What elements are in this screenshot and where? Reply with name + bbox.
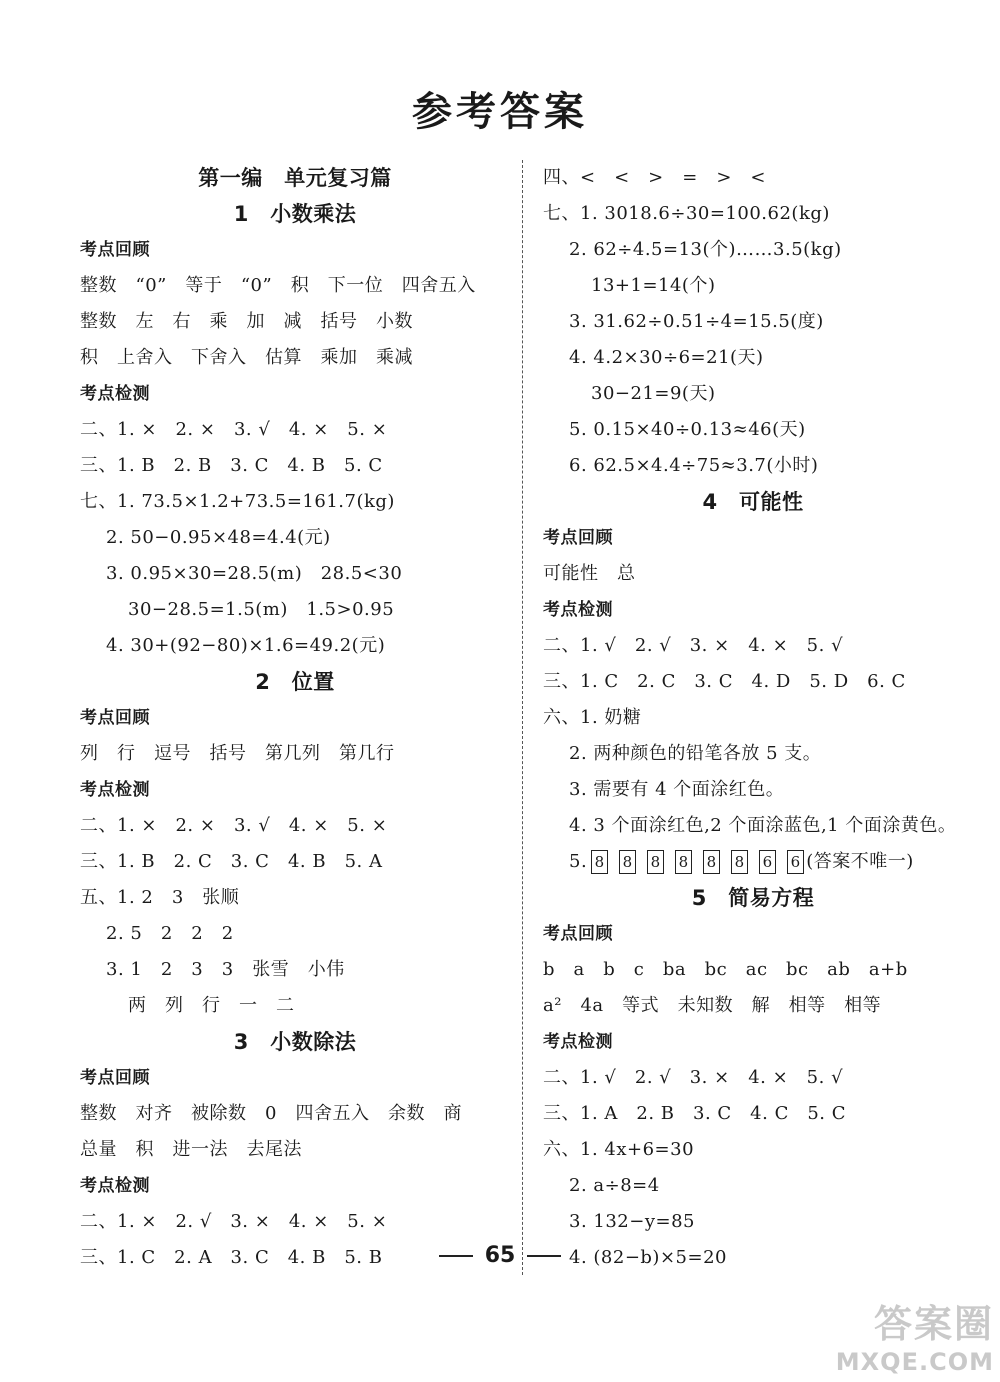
- answer-line: [80, 304, 510, 340]
- subsection-label: [543, 916, 963, 952]
- line-text: 2. 50−0.95×48=4.4(元): [106, 527, 331, 548]
- digit-box: 8: [703, 850, 720, 874]
- digit-box: 8: [675, 850, 692, 874]
- answer-line: [543, 700, 963, 736]
- line-text: a² 4a 等式 未知数 解 相等 相等: [543, 995, 882, 1016]
- digit-box: 6: [787, 850, 804, 874]
- line-text: 考点检测: [543, 600, 613, 620]
- line-text: 6. 62.5×4.4÷75≈3.7(小时): [569, 455, 819, 476]
- line-text: 4. 4.2×30÷6=21(天): [569, 347, 764, 368]
- line-text: 5 简易方程: [691, 886, 815, 910]
- answer-line: [80, 340, 510, 376]
- line-text: b a b c ba bc ac bc ab a+b: [543, 959, 908, 980]
- answer-line: [80, 952, 510, 988]
- line-text: 六、1. 奶糖: [543, 707, 642, 728]
- answer-line: [543, 1060, 963, 1096]
- answer-line: [543, 376, 963, 412]
- subsection-label: [543, 520, 963, 556]
- answer-line: [80, 988, 510, 1024]
- right-column: [543, 160, 963, 1276]
- section-heading: [543, 880, 963, 916]
- answer-line: [543, 1168, 963, 1204]
- line-text: 3. 31.62÷0.51÷4=15.5(度): [569, 311, 824, 332]
- line-text: 两 列 行 一 二: [128, 995, 295, 1016]
- subsection-label: [80, 772, 510, 808]
- line-text: 3. 1 2 3 3 张雪 小伟: [106, 959, 345, 980]
- watermark-line2: MXQE.COM: [835, 1348, 994, 1376]
- subsection-label: [80, 376, 510, 412]
- answer-line: [543, 556, 963, 592]
- answer-note: (答案不唯一): [806, 851, 914, 872]
- line-text: 5. 0.15×40÷0.13≈46(天): [569, 419, 806, 440]
- line-text: 四、< < > = > <: [543, 167, 766, 188]
- answer-line: [80, 916, 510, 952]
- answer-line: [80, 844, 510, 880]
- answer-line: [543, 412, 963, 448]
- answer-line: [80, 520, 510, 556]
- answer-line: [80, 808, 510, 844]
- answer-line: [80, 628, 510, 664]
- line-text: 三、1. C 2. C 3. C 4. D 5. D 6. C: [543, 671, 906, 692]
- line-text: 二、1. √ 2. √ 3. × 4. × 5. √: [543, 1067, 844, 1088]
- line-text: 3 小数除法: [233, 1030, 357, 1054]
- answer-line: [543, 988, 963, 1024]
- section-heading: [80, 664, 510, 700]
- line-text: 5.: [569, 851, 588, 872]
- line-text: 2. 两种颜色的铅笔各放 5 支。: [569, 743, 822, 764]
- line-text: 整数 “0” 等于 “0” 积 下一位 四舍五入: [80, 275, 476, 296]
- line-text: 3. 0.95×30=28.5(m) 28.5<30: [106, 563, 403, 584]
- digit-box: 8: [619, 850, 636, 874]
- line-text: 七、1. 73.5×1.2+73.5=161.7(kg): [80, 491, 395, 512]
- line-text: 4. 30+(92−80)×1.6=49.2(元): [106, 635, 386, 656]
- line-text: 七、1. 3018.6÷30=100.62(kg): [543, 203, 830, 224]
- digit-box: 8: [591, 850, 608, 874]
- answer-line: [543, 844, 963, 880]
- line-text: 三、1. B 2. B 3. C 4. B 5. C: [80, 455, 383, 476]
- page-number-footer: [0, 1243, 1000, 1268]
- answer-line: [543, 448, 963, 484]
- answer-line: [543, 196, 963, 232]
- line-text: 考点检测: [80, 384, 150, 404]
- answer-line: [80, 592, 510, 628]
- answer-line: [80, 448, 510, 484]
- line-text: 2. 62÷4.5=13(个)……3.5(kg): [569, 239, 842, 260]
- answer-line: [543, 628, 963, 664]
- digit-box: 8: [731, 850, 748, 874]
- watermark-line1: 答案圈: [873, 1302, 994, 1346]
- answer-line: [543, 1204, 963, 1240]
- line-text: 第一编 单元复习篇: [198, 166, 392, 190]
- answer-line: [80, 736, 510, 772]
- line-text: 三、1. A 2. B 3. C 4. C 5. C: [543, 1103, 847, 1124]
- line-text: 13+1=14(个): [591, 275, 716, 296]
- subsection-label: [543, 592, 963, 628]
- footer-dash-left: [439, 1255, 473, 1257]
- line-text: 三、1. C 2. A 3. C 4. B 5. B: [80, 1247, 383, 1268]
- line-text: 积 上舍入 下舍入 估算 乘加 乘减: [80, 347, 413, 368]
- line-text: 可能性 总: [543, 563, 636, 584]
- answer-line: [543, 736, 963, 772]
- page-number: 65: [484, 1243, 516, 1268]
- digit-box: 8: [647, 850, 664, 874]
- line-text: 4 可能性: [702, 490, 804, 514]
- subsection-label: [80, 232, 510, 268]
- page-title: 参考答案: [412, 89, 588, 135]
- answer-line: [543, 664, 963, 700]
- line-text: 考点检测: [543, 1032, 613, 1052]
- line-text: 4. (82−b)×5=20: [569, 1247, 727, 1268]
- answer-line: [80, 880, 510, 916]
- answer-line: [543, 268, 963, 304]
- line-text: 2 位置: [255, 670, 335, 694]
- line-text: 30−28.5=1.5(m) 1.5>0.95: [128, 599, 395, 620]
- answer-line: [543, 1132, 963, 1168]
- answer-line: [80, 1204, 510, 1240]
- line-text: 二、1. √ 2. √ 3. × 4. × 5. √: [543, 635, 844, 656]
- line-text: 考点回顾: [543, 528, 613, 548]
- answer-line: [80, 268, 510, 304]
- line-text: 30−21=9(天): [591, 383, 716, 404]
- subsection-label: [80, 700, 510, 736]
- answer-line: [543, 808, 963, 844]
- line-text: 二、1. × 2. × 3. √ 4. × 5. ×: [80, 815, 388, 836]
- watermark-logo: [836, 1293, 994, 1376]
- column-divider: [522, 160, 523, 1275]
- section-heading: [543, 484, 963, 520]
- left-column: [80, 160, 510, 1276]
- line-text: 二、1. × 2. × 3. √ 4. × 5. ×: [80, 419, 388, 440]
- digit-box-group: [591, 850, 804, 874]
- section-heading: [80, 196, 510, 232]
- line-text: 考点回顾: [80, 708, 150, 728]
- subsection-label: [80, 1168, 510, 1204]
- line-text: 1 小数乘法: [233, 202, 357, 226]
- line-text: 五、1. 2 3 张顺: [80, 887, 240, 908]
- line-text: 总量 积 进一法 去尾法: [80, 1139, 302, 1160]
- answer-line: [543, 304, 963, 340]
- answer-line: [543, 1096, 963, 1132]
- line-text: 考点回顾: [80, 1068, 150, 1088]
- line-text: 二、1. × 2. √ 3. × 4. × 5. ×: [80, 1211, 388, 1232]
- line-text: 六、1. 4x+6=30: [543, 1139, 695, 1160]
- line-text: 3. 132−y=85: [569, 1211, 695, 1232]
- answer-line: [543, 340, 963, 376]
- line-text: 考点检测: [80, 780, 150, 800]
- answer-line: [80, 1096, 510, 1132]
- subsection-label: [80, 1060, 510, 1096]
- answer-line: [543, 232, 963, 268]
- digit-box: 6: [759, 850, 776, 874]
- line-text: 整数 左 右 乘 加 减 括号 小数: [80, 311, 413, 332]
- line-text: 考点检测: [80, 1176, 150, 1196]
- line-text: 考点回顾: [543, 924, 613, 944]
- line-text: 考点回顾: [80, 240, 150, 260]
- line-text: 2. a÷8=4: [569, 1175, 660, 1196]
- line-text: 2. 5 2 2 2: [106, 923, 234, 944]
- line-text: 三、1. B 2. C 3. C 4. B 5. A: [80, 851, 383, 872]
- line-text: 整数 对齐 被除数 0 四舍五入 余数 商: [80, 1103, 462, 1124]
- subsection-label: [543, 1024, 963, 1060]
- answer-line: [543, 772, 963, 808]
- answer-line: [80, 1132, 510, 1168]
- answer-line: [543, 160, 963, 196]
- answer-line: [80, 412, 510, 448]
- answer-line: [80, 556, 510, 592]
- line-text: 4. 3 个面涂红色,2 个面涂蓝色,1 个面涂黄色。: [569, 815, 957, 836]
- section-heading: [80, 160, 510, 196]
- section-heading: [80, 1024, 510, 1060]
- line-text: 3. 需要有 4 个面涂红色。: [569, 779, 785, 800]
- footer-dash-right: [527, 1255, 561, 1257]
- answer-line: [543, 952, 963, 988]
- answer-line: [80, 484, 510, 520]
- line-text: 列 行 逗号 括号 第几列 第几行: [80, 743, 395, 764]
